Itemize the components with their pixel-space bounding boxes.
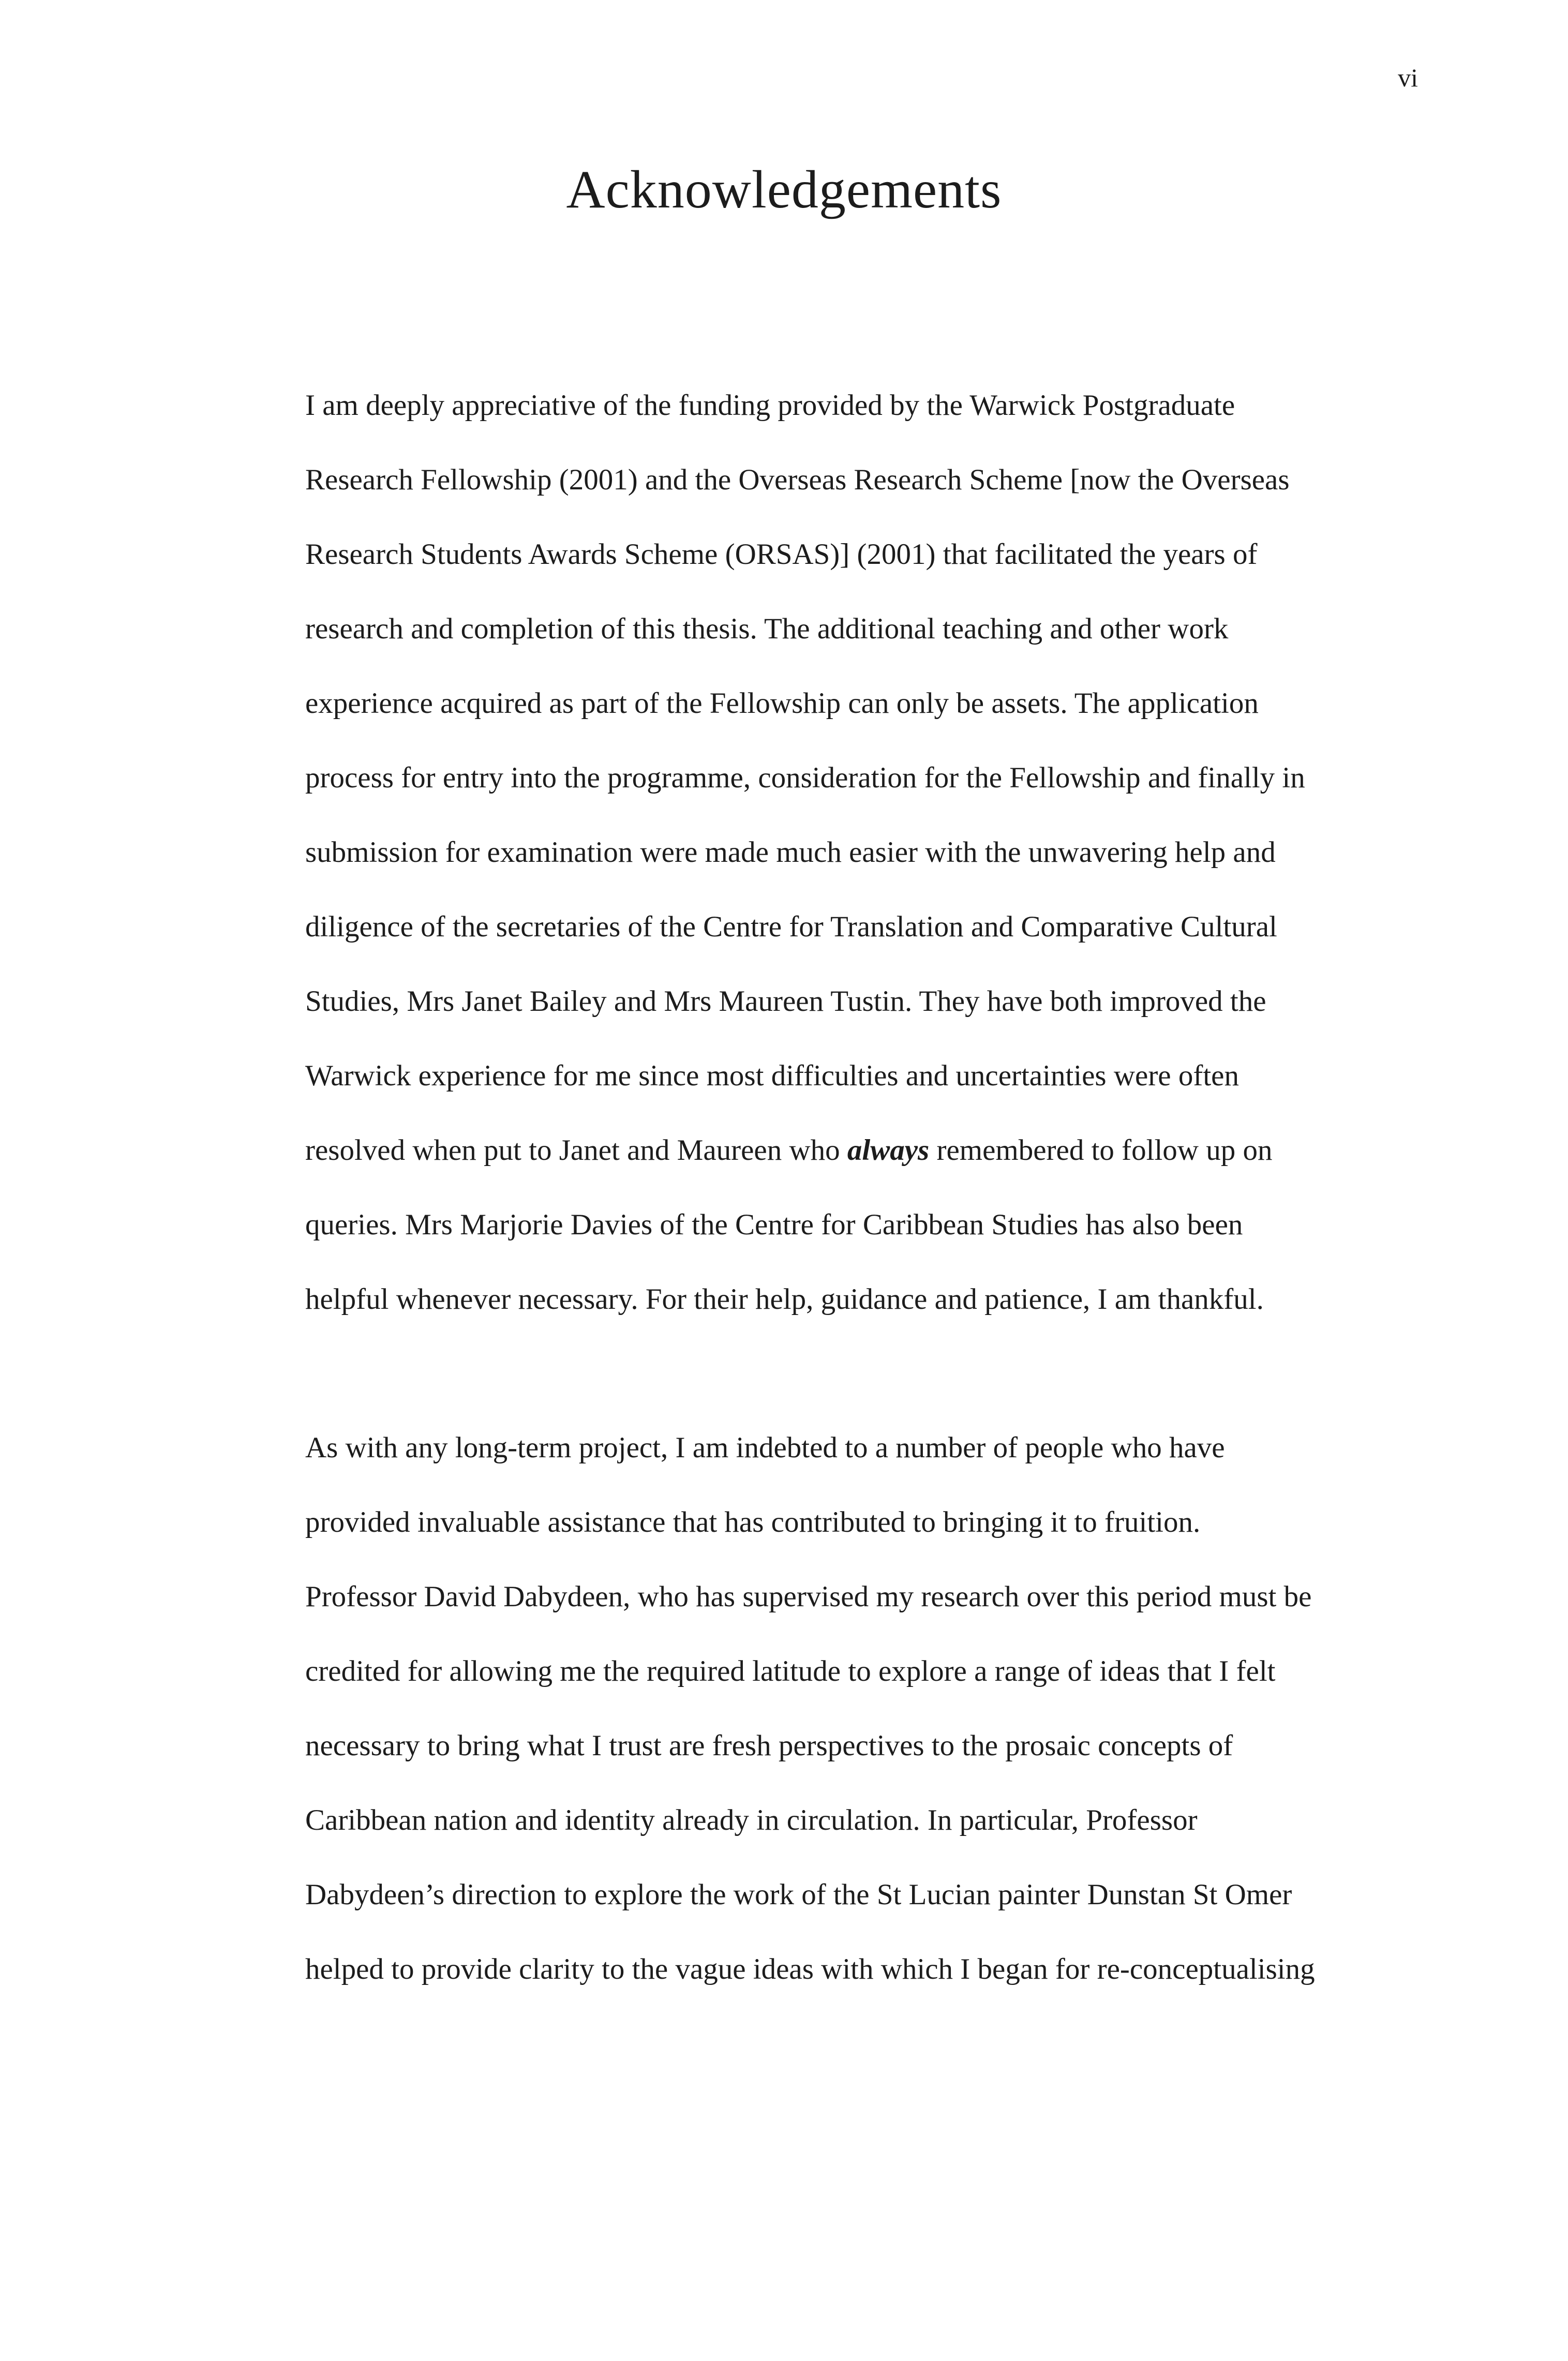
text-line: research and completion of this thesis. The additional teaching and other work [305, 612, 1229, 645]
text-line: Research Students Awards Scheme (ORSAS)] (2001) that facilitated the years of [305, 538, 1258, 571]
text-line: Studies, Mrs Janet Bailey and Mrs Maureen Tustin. They have both improved the [305, 985, 1266, 1018]
page-number: vi [1398, 63, 1418, 92]
text-line: Dabydeen’s direction to explore the work of the St Lucian painter Dunstan St Omer [305, 1878, 1292, 1911]
emphasized-word: always [847, 1134, 930, 1167]
text-line: Caribbean nation and identity already in circulation. In particular, Professor [305, 1804, 1198, 1836]
text-line: credited for allowing me the required latitude to explore a range of ideas that I felt [305, 1655, 1276, 1687]
paragraph-supervision [305, 1411, 1425, 2007]
text-line: Professor David Dabydeen, who has supervised my research over this period must be [305, 1580, 1312, 1613]
text-line-with-emphasis [305, 1113, 1425, 1188]
text-line: necessary to bring what I trust are fresh perspectives to the prosaic concepts of [305, 1729, 1233, 1762]
paragraph-funding [305, 368, 1425, 1337]
text-line: experience acquired as part of the Fellowship can only be assets. The application [305, 687, 1259, 720]
text-line: Warwick experience for me since most difficulties and uncertainties were often [305, 1059, 1239, 1092]
text-line: helped to provide clarity to the vague ideas with which I began for re-conceptualising [305, 1953, 1315, 1985]
text-segment: resolved when put to Janet and Maureen who [305, 1134, 847, 1167]
page-title: Acknowledgements [566, 160, 1002, 219]
text-segment: remembered to follow up on [929, 1134, 1273, 1167]
text-line: I am deeply appreciative of the funding provided by the Warwick Postgraduate [305, 389, 1235, 422]
text-line: helpful whenever necessary. For their help, guidance and patience, I am thankful. [305, 1283, 1264, 1316]
text-line: process for entry into the programme, consideration for the Fellowship and finally in [305, 761, 1305, 794]
text-line: queries. Mrs Marjorie Davies of the Centre for Caribbean Studies has also been [305, 1208, 1243, 1241]
text-line: Research Fellowship (2001) and the Overseas Research Scheme [now the Overseas [305, 464, 1290, 496]
text-line: diligence of the secretaries of the Centre for Translation and Comparative Cultural [305, 910, 1277, 943]
text-line: provided invaluable assistance that has contributed to bringing it to fruition. [305, 1506, 1201, 1538]
text-line: As with any long-term project, I am indebted to a number of people who have [305, 1431, 1225, 1464]
text-line: submission for examination were made much easier with the unwavering help and [305, 836, 1276, 869]
